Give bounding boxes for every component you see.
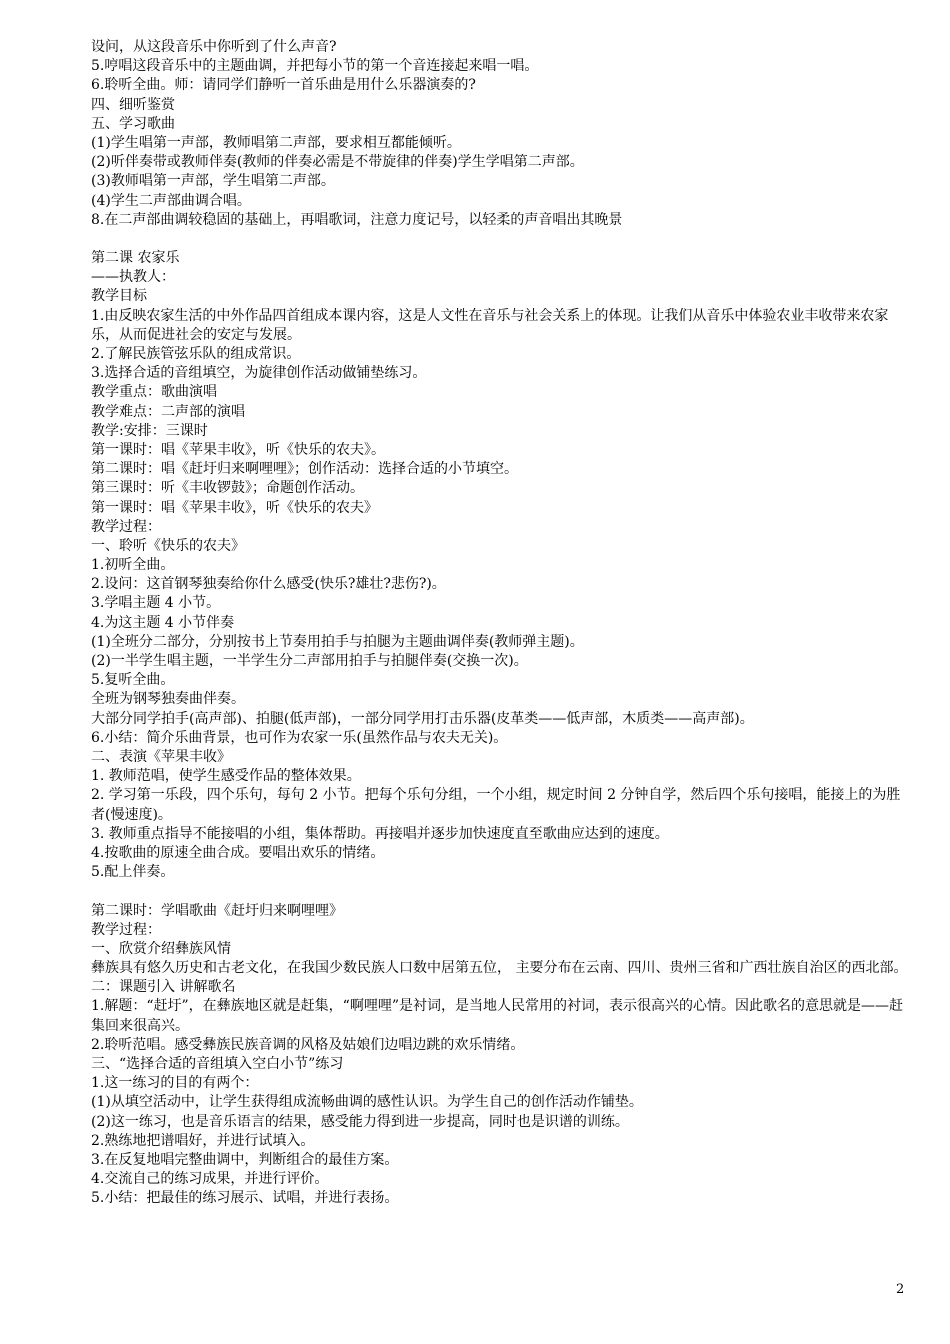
text-line: 教学过程： [91, 921, 161, 938]
text-line: 第二课时：唱《赶圩归来啊哩哩》；创作活动：选择合适的小节填空。 [91, 461, 518, 478]
text-line: 一、聆听《快乐的农夫》 [91, 537, 245, 554]
text-line: (2)听伴奏带或教师伴奏(教师的伴奏必需是不带旋律的伴奏)学生学唱第二声部。 [91, 154, 584, 171]
text-line: 四、细听鉴赏 [91, 96, 175, 113]
text-line: 第二课 农家乐 [91, 250, 180, 267]
text-line: 4.为这主题 4 小节伴奏 [91, 614, 235, 631]
text-line: 一、欣赏介绍彝族风情 [91, 940, 231, 957]
text-line: (2)一半学生唱主题，一半学生分二声部用拍手与拍腿伴奏(交换一次)。 [91, 653, 528, 670]
text-line: 2. 学习第一乐段，四个乐句，每句 2 小节。把每个乐句分组，一个小组，规定时间 2 分钟自学，然后四个乐句接唱，能接上的为胜者(慢速度)。 [91, 787, 901, 823]
text-line: (1)从填空活动中，让学生获得组成流畅曲调的感性认识。为学生自己的创作活动作铺垫。 [91, 1094, 643, 1111]
text-line: 3.学唱主题 4 小节。 [91, 595, 221, 612]
text-line: 2.设问：这首钢琴独奏给你什么感受(快乐?雄壮?悲伤?)。 [91, 576, 446, 593]
text-line: 5.哼唱这段音乐中的主题曲调，并把每小节的第一个音连接起来唱一唱。 [91, 58, 539, 75]
text-line: (3)教师唱第一声部，学生唱第二声部。 [91, 173, 335, 190]
text-line: 3.选择合适的音组填空，为旋律创作活动做铺垫练习。 [91, 365, 427, 382]
text-line: 5.复听全曲。 [91, 672, 175, 689]
text-line: 第一课时：唱《苹果丰收》，听《快乐的农夫》。 [91, 441, 385, 458]
text-line: 第一课时：唱《苹果丰收》，听《快乐的农夫》 [91, 499, 378, 516]
text-line: 教学目标 [91, 288, 147, 305]
text-line: 教学过程： [91, 518, 161, 535]
text-line: 5.小结：把最佳的练习展示、试唱，并进行表扬。 [91, 1190, 399, 1207]
text-line: 4.交流自己的练习成果，并进行评价。 [91, 1171, 329, 1188]
text-line: 五、学习歌曲 [91, 115, 175, 132]
text-line: (2)这一练习，也是音乐语言的结果，感受能力得到进一步提高，同时也是识谱的训练。 [91, 1113, 629, 1130]
text-line: 教学难点：二声部的演唱 [91, 403, 245, 420]
text-line: 6.小结：简介乐曲背景，也可作为农家一乐(虽然作品与农夫无关)。 [91, 729, 508, 746]
text-line: 1.这一练习的目的有两个： [91, 1075, 259, 1092]
text-line: 全班为钢琴独奏曲伴奏。 [91, 691, 245, 708]
text-line: 1.初听全曲。 [91, 557, 175, 574]
text-line: 6.聆听全曲。师：请同学们静听一首乐曲是用什么乐器演奏的? [91, 77, 476, 94]
blank-line [91, 230, 911, 249]
blank-line [91, 882, 911, 901]
text-line: 大部分同学拍手(高声部)、拍腿(低声部)，一部分同学用打击乐器(皮革类——低声部，木质类——高声部)。 [91, 710, 754, 727]
text-line: 彝族具有悠久历史和古老文化，在我国少数民族人口数中居第五位， 主要分布在云南、四川、贵州三省和广西壮族自治区的西北部。 [91, 960, 908, 977]
text-line: ——执教人： [91, 269, 175, 286]
text-line: 设问，从这段音乐中你听到了什么声音? [91, 39, 337, 55]
text-line: 3.在反复地唱完整曲调中，判断组合的最佳方案。 [91, 1151, 399, 1168]
text-line: 三、“选择合适的音组填入空白小节”练习 [91, 1056, 344, 1073]
text-line: 教学重点：歌曲演唱 [91, 384, 217, 401]
text-line: (1)全班分二部分，分别按书上节奏用拍手与拍腿为主题曲调伴奏(教师弹主题)。 [91, 633, 584, 650]
text-line: 2.了解民族管弦乐队的组成常识。 [91, 346, 301, 363]
text-line: 3. 教师重点指导不能接唱的小组，集体帮助。再接唱并逐步加快速度直至歌曲应达到的速度。 [91, 825, 669, 842]
text-line: 二、表演《苹果丰收》 [91, 748, 231, 765]
text-line: 教学:安排：三课时 [91, 422, 208, 439]
text-line: 2.聆听范唱。感受彝族民族音调的风格及姑娘们边唱边跳的欢乐情绪。 [91, 1036, 525, 1053]
page-number: 2 [896, 1282, 905, 1297]
document-body [91, 38, 911, 1209]
text-line: 二：课题引入 讲解歌名 [91, 979, 236, 996]
text-line: 2.熟练地把谱唱好，并进行试填入。 [91, 1132, 315, 1149]
text-line: 1.解题：“赶圩”，在彝族地区就是赶集，“啊哩哩”是衬词，是当地人民常用的衬词，表示很高兴的心情。因此歌名的意思就是——赶集回来很高兴。 [91, 998, 903, 1034]
text-line: 5.配上伴奏。 [91, 864, 175, 881]
text-line: 4.按歌曲的原速全曲合成。要唱出欢乐的情绪。 [91, 844, 385, 861]
text-line: 1. 教师范唱，使学生感受作品的整体效果。 [91, 768, 361, 785]
text-line: 8.在二声部曲调较稳固的基础上，再唱歌词，注意力度记号，以轻柔的声音唱出其晚景 [91, 211, 623, 228]
text-line: (1)学生唱第一声部，教师唱第二声部，要求相互都能倾听。 [91, 134, 461, 151]
text-line: 1.由反映农家生活的中外作品四首组成本课内容，这是人文性在音乐与社会关系上的体现。让我们从音乐中体验农业丰收带来农家乐，从而促进社会的安定与发展。 [91, 307, 889, 343]
text-line: 第三课时：听《丰收锣鼓》；命题创作活动。 [91, 480, 364, 497]
text-line: (4)学生二声部曲调合唱。 [91, 192, 251, 209]
text-line: 第二课时：学唱歌曲《赶圩归来啊哩哩》 [91, 902, 343, 919]
